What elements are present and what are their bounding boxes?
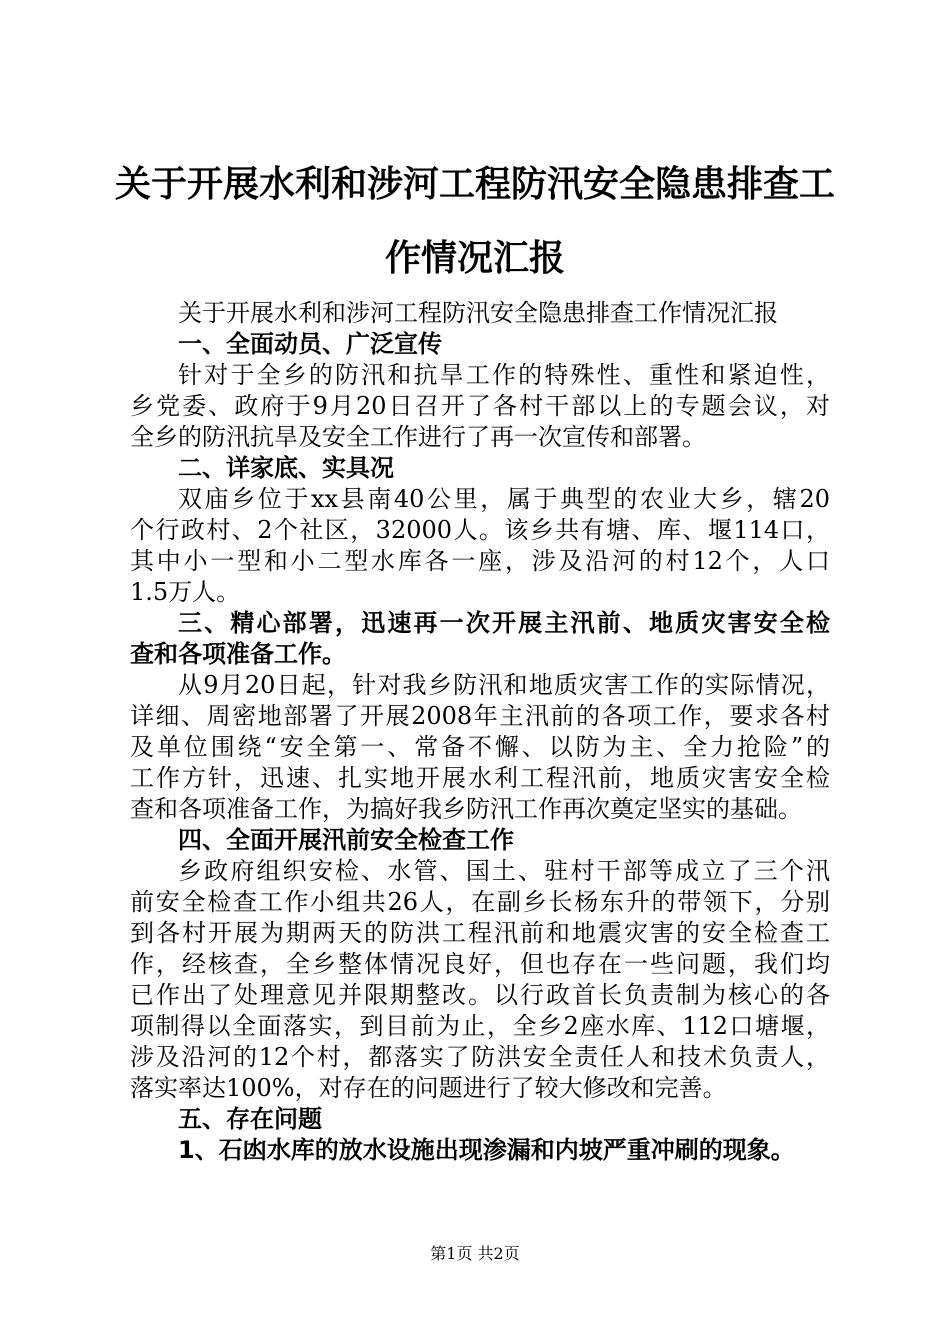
paragraph-line: 前安全检查工作小组共26人，在副乡长杨东升的带领下，分别: [130, 888, 830, 916]
paragraph-line: 落实率达100%，对存在的问题进行了较大修改和完善。: [130, 1074, 727, 1102]
paragraph-line: 及单位围绕“安全第一、常备不懈、以防为主、全力抢险”的: [130, 733, 830, 761]
document-title-line-1: 关于开展水利和涉河工程防汛安全隐患排查工: [114, 164, 835, 205]
section-heading-3: 三、精心部署，迅速再一次开展主汛前、地质灾害安全检: [178, 609, 830, 637]
page-number: 第1页 共2页: [430, 1244, 520, 1263]
paragraph-line: 已作出了处理意见并限期整改。以行政首长负责制为核心的各: [130, 981, 830, 1009]
paragraph-line: 1.5万人。: [130, 578, 241, 606]
paragraph-line: 详细、周密地部署了开展2008年主汛前的各项工作，要求各村: [130, 702, 830, 730]
paragraph-line: 项制得以全面落实，到目前为止，全乡2座水库、112口塘堰，: [130, 1012, 830, 1040]
section-heading-1: 一、全面动员、广泛宣传: [178, 330, 442, 358]
section-heading-2: 二、详家底、实具况: [178, 454, 394, 482]
document-title-line-2: 作情况汇报: [384, 238, 565, 279]
paragraph-line: 从9月20日起，针对我乡防汛和地质灾害工作的实际情况，: [178, 671, 830, 699]
paragraph-line: 全乡的防汛抗旱及安全工作进行了再一次宣传和部署。: [130, 423, 706, 451]
paragraph-line: 双庙乡位于xx县南40公里，属于典型的农业大乡，辖20: [178, 485, 830, 513]
paragraph-line: 工作方针，迅速、扎实地开展水利工程汛前，地质灾害安全检: [130, 764, 830, 792]
paragraph-line: 个行政村、2个社区，32000人。该乡共有塘、库、堰114口，: [130, 516, 830, 544]
paragraph-line: 查和各项准备工作，为搞好我乡防汛工作再次奠定坚实的基础。: [130, 795, 802, 823]
subtitle-line: 关于开展水利和涉河工程防汛安全隐患排查工作情况汇报: [178, 299, 778, 327]
paragraph-line: 涉及沿河的12个村，都落实了防洪安全责任人和技术负责人，: [130, 1043, 830, 1071]
paragraph-line: 到各村开展为期两天的防洪工程汛前和地震灾害的安全检查工: [130, 919, 830, 947]
section-heading-5: 五、存在问题: [178, 1105, 322, 1133]
paragraph-line: 乡政府组织安检、水管、国土、驻村干部等成立了三个汛: [178, 857, 830, 885]
paragraph-line: 其中小一型和小二型水库各一座，涉及沿河的村12个，人口: [130, 547, 830, 575]
paragraph-line: 乡党委、政府于9月20日召开了各村干部以上的专题会议，对: [130, 392, 830, 420]
section-heading-3-continued: 查和各项准备工作。: [130, 640, 346, 668]
issue-item-1: 1、石凼水库的放水设施出现渗漏和内坡严重冲刷的现象。: [178, 1136, 795, 1164]
paragraph-line: 作，经核查，全乡整体情况良好，但也存在一些问题，我们均: [130, 950, 830, 978]
paragraph-line: 针对于全乡的防汛和抗旱工作的特殊性、重性和紧迫性，: [178, 361, 830, 389]
section-heading-4: 四、全面开展汛前安全检查工作: [178, 826, 514, 854]
